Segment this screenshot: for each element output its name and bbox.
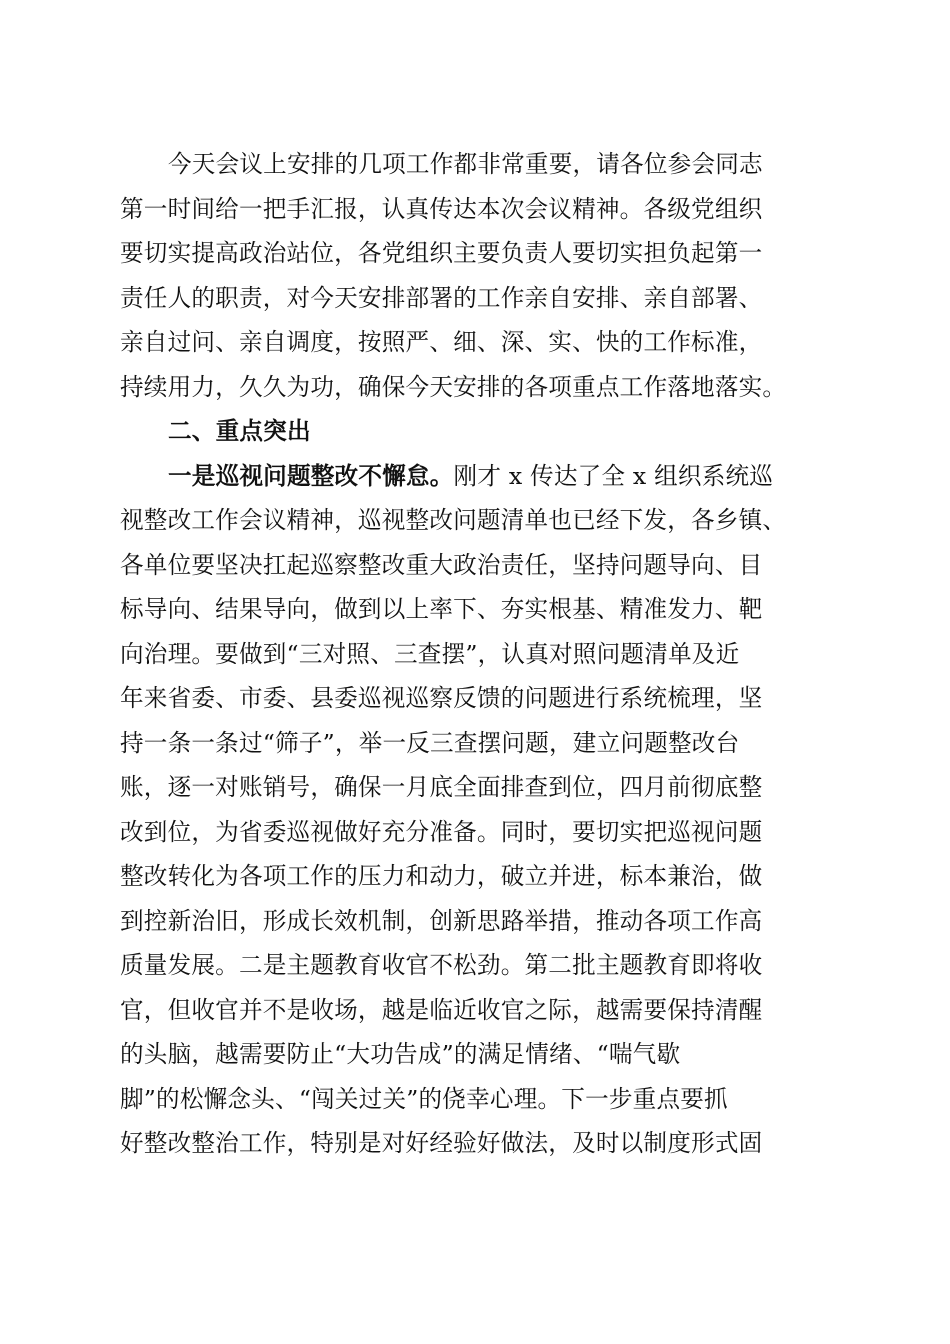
section-heading: 二、重点突出 [168,417,311,445]
paragraph-line: 质量发展。二是主题教育收官不松劲。第二批主题教育即将收 [120,951,763,979]
document-body [120,142,832,1166]
paragraph-line: 责任人的职责，对今天安排部署的工作亲自安排、亲自部署、 [120,283,763,312]
paragraph-line: 持一条一条过“筛子”，举一反三查摆问题，建立问题整改台 [120,728,740,757]
paragraph-line: 好整改整治工作，特别是对好经验好做法，及时以制度形式固 [120,1129,763,1157]
paragraph-line: 到控新治旧，形成长效机制，创新思路举措，推动各项工作高 [120,906,763,935]
paragraph-line: 视整改工作会议精神，巡视整改问题清单也已经下发，各乡镇、 [120,506,787,534]
lead-line-rest: 刚才 x 传达了全 x 组织系统巡 [453,461,774,490]
paragraph-line: 持续用力，久久为功，确保今天安排的各项重点工作落地落实。 [120,372,787,401]
paragraph-line: 要切实提高政治站位，各党组织主要负责人要切实担负起第一 [120,239,763,267]
paragraph-line: 各单位要坚决扛起巡察整改重大政治责任，坚持问题导向、目 [120,550,763,579]
paragraph-line: 标导向、结果导向，做到以上率下、夯实根基、精准发力、靶 [120,595,763,623]
lead-phrase: 一是巡视问题整改不懈怠。 [168,461,454,490]
paragraph-line [120,454,832,499]
paragraph-line: 亲自过问、亲自调度，按照严、细、深、实、快的工作标准， [120,328,763,356]
paragraph-line: 整改转化为各项工作的压力和动力，破立并进，标本兼治，做 [120,862,763,890]
paragraph-line: 账，逐一对账销号，确保一月底全面排查到位，四月前彻底整 [120,773,763,801]
paragraph-line: 改到位，为省委巡视做好充分准备。同时，要切实把巡视问题 [120,817,763,846]
paragraph-line: 脚”的松懈念头、“闯关过关”的侥幸心理。下一步重点要抓 [120,1084,728,1113]
paragraph-line: 向治理。要做到“三对照、三查摆”，认真对照问题清单及近 [120,639,740,668]
paragraph-line: 年来省委、市委、县委巡视巡察反馈的问题进行系统梳理，坚 [120,684,763,712]
paragraph-line: 官，但收官并不是收场，越是临近收官之际，越需要保持清醒 [120,995,763,1024]
paragraph-line: 今天会议上安排的几项工作都非常重要，请各位参会同志 [168,150,763,178]
paragraph-line: 的头脑，越需要防止“大功告成”的满足情绪、“喘气歇 [120,1040,681,1068]
paragraph-line: 第一时间给一把手汇报，认真传达本次会议精神。各级党组织 [120,194,763,223]
